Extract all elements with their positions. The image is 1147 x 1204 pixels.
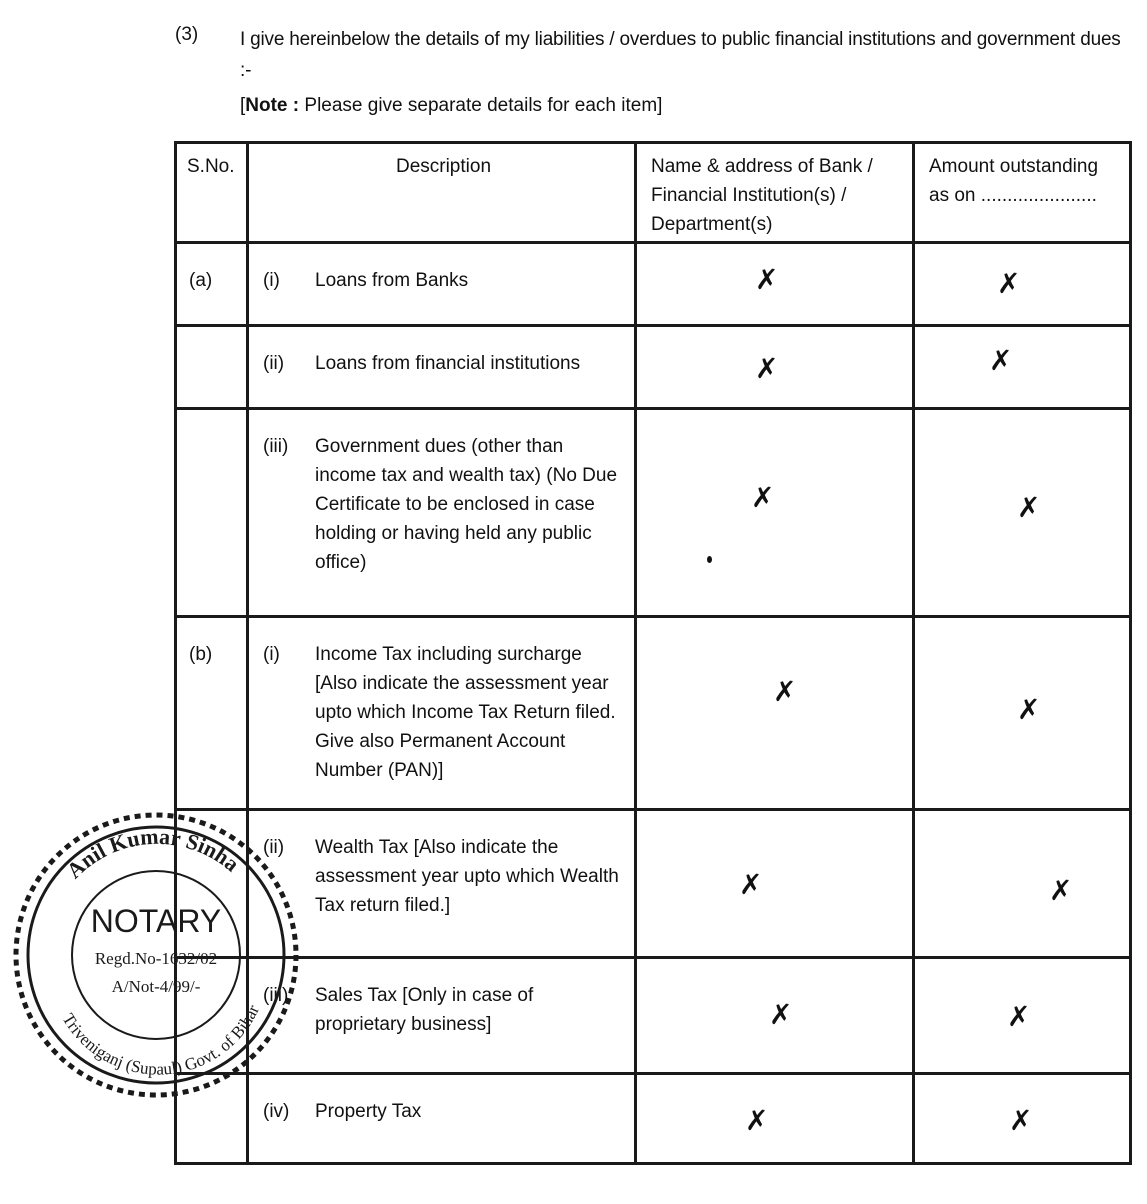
cross-mark: ✗	[755, 263, 779, 296]
row-desc-text: Income Tax including surcharge [Also indicate the assessment year upto which Income Tax Return filed. Give also Permanent Account Number (PAN)]	[315, 644, 616, 781]
row-amount-cell	[914, 409, 1131, 617]
table-row	[176, 958, 1131, 1074]
row-sno	[176, 958, 248, 1074]
table-row	[176, 1074, 1131, 1164]
cross-mark: ✗	[1009, 1104, 1033, 1137]
cross-mark: ✗	[751, 481, 775, 514]
cross-mark: ✗	[1049, 874, 1073, 907]
row-sno: (b)	[176, 617, 248, 810]
row-bank-cell	[636, 617, 914, 810]
table-row	[176, 810, 1131, 958]
note-text: Please give separate details for each item]	[304, 95, 663, 116]
row-amount-cell	[914, 958, 1131, 1074]
row-roman: (iii)	[263, 985, 289, 1006]
row-desc-text: Loans from financial institutions	[315, 353, 581, 374]
row-desc-text: Government dues (other than income tax and wealth tax) (No Due Certificate to be enclosed in case holding or having held any public office)	[315, 436, 618, 573]
stamp-regd: Regd.No-1632/02	[94, 949, 218, 968]
ink-dot	[707, 556, 712, 563]
cross-mark: ✗	[1017, 693, 1041, 726]
cross-mark: ✗	[739, 868, 763, 901]
row-sno	[176, 1074, 248, 1164]
note-bracket: [	[240, 95, 246, 116]
row-description	[248, 409, 636, 617]
cross-mark: ✗	[1007, 1000, 1031, 1033]
row-roman: (ii)	[263, 353, 285, 374]
row-amount-cell	[914, 326, 1131, 409]
row-bank-cell	[636, 409, 914, 617]
header-bank: Name & address of Bank / Financial Institution(s) / Department(s)	[636, 143, 914, 243]
row-amount-cell	[914, 810, 1131, 958]
row-bank-cell	[636, 810, 914, 958]
row-description	[248, 1074, 636, 1164]
stamp-name: Anil Kumar Sinha	[61, 823, 245, 884]
row-description	[248, 243, 636, 326]
row-bank-cell	[636, 326, 914, 409]
row-roman: (iii)	[263, 436, 289, 457]
row-desc-text: Loans from Banks	[315, 270, 469, 291]
cross-mark: ✗	[773, 675, 797, 708]
row-roman: (ii)	[263, 837, 285, 858]
stamp-title: NOTARY	[90, 903, 222, 939]
header-amount: Amount outstanding as on ......................	[914, 143, 1131, 243]
paragraph-number: (3)	[175, 24, 199, 45]
header-sno: S.No.	[176, 143, 248, 243]
row-bank-cell	[636, 243, 914, 326]
cross-mark: ✗	[769, 998, 793, 1031]
row-bank-cell	[636, 1074, 914, 1164]
row-desc-text: Sales Tax [Only in case of proprietary business]	[315, 985, 534, 1035]
row-desc-text: Wealth Tax [Also indicate the assessment year upto which Wealth Tax return filed.]	[315, 837, 619, 916]
cross-mark: ✗	[755, 352, 779, 385]
note-line	[240, 95, 662, 117]
row-sno	[176, 810, 248, 958]
cross-mark: ✗	[745, 1104, 769, 1137]
note-label: Note :	[245, 95, 300, 116]
row-sno: (a)	[176, 243, 248, 326]
row-bank-cell	[636, 958, 914, 1074]
table-header-row	[176, 143, 1131, 243]
row-roman: (iv)	[263, 1101, 290, 1122]
liabilities-table	[174, 141, 1132, 1165]
row-description	[248, 326, 636, 409]
cross-mark: ✗	[1017, 491, 1041, 524]
stamp-place: Triveniganj (Supaul) Govt. of Bihar	[58, 1002, 263, 1079]
row-amount-cell	[914, 1074, 1131, 1164]
row-sno	[176, 326, 248, 409]
stamp-notif: A/Not-4/99/-	[111, 977, 201, 996]
row-amount-cell	[914, 243, 1131, 326]
row-description	[248, 810, 636, 958]
row-roman: (i)	[263, 270, 280, 291]
table-row	[176, 409, 1131, 617]
table-row	[176, 617, 1131, 810]
row-description	[248, 617, 636, 810]
paragraph-text: I give hereinbelow the details of my liabilities / overdues to public financial institutions and government dues :-	[240, 29, 1121, 81]
header-description: Description	[248, 143, 636, 243]
row-sno	[176, 409, 248, 617]
table-row	[176, 243, 1131, 326]
row-desc-text: Property Tax	[315, 1101, 422, 1122]
row-roman: (i)	[263, 644, 280, 665]
table-row	[176, 326, 1131, 409]
cross-mark: ✗	[997, 267, 1021, 300]
row-description	[248, 958, 636, 1074]
cross-mark: ✗	[989, 344, 1013, 377]
row-amount-cell	[914, 617, 1131, 810]
